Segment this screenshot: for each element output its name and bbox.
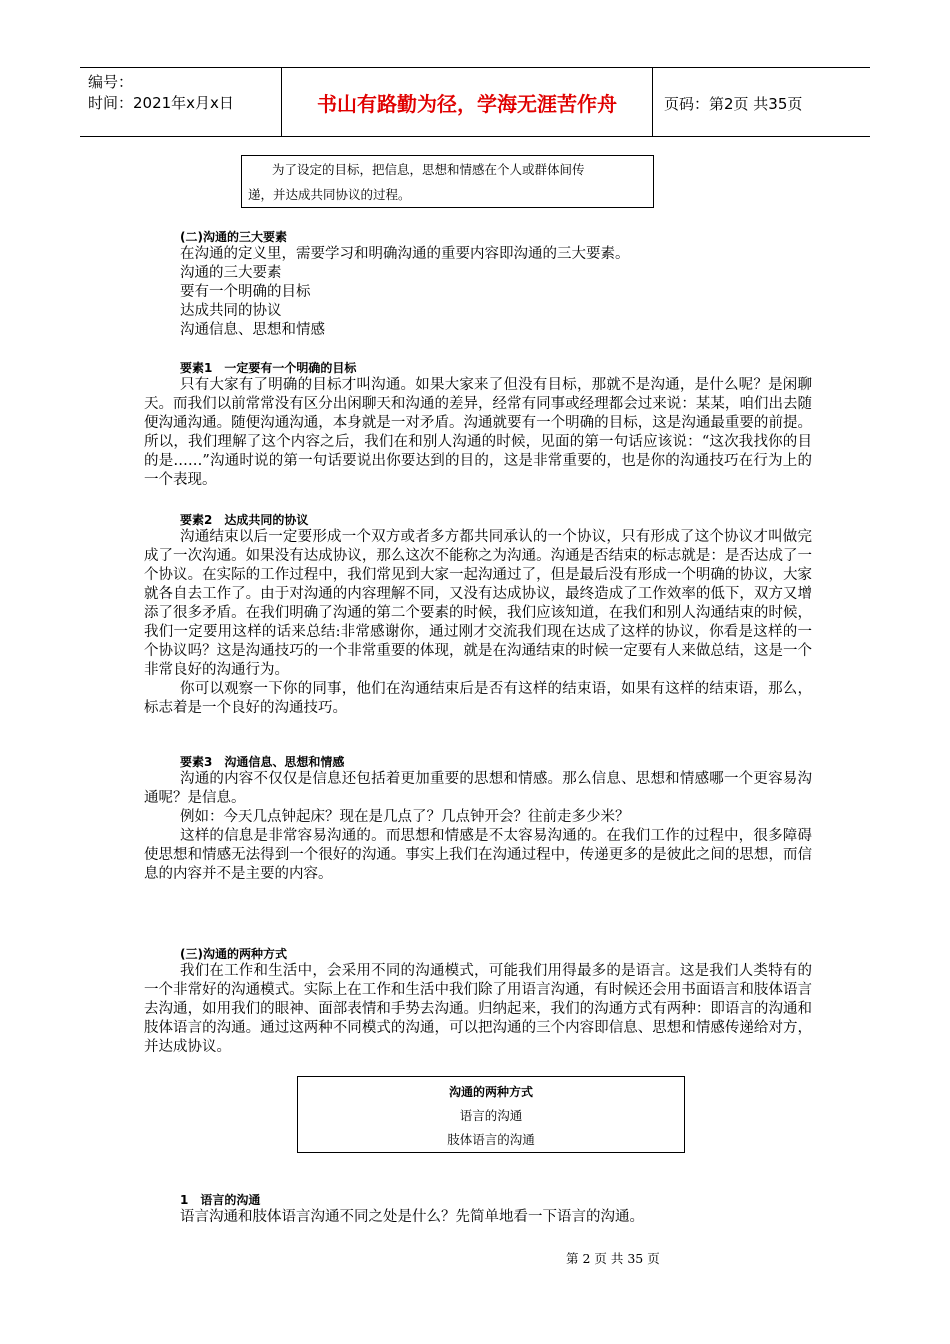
element-1	[144, 360, 812, 490]
element-3-text-2: 这样的信息是非常容易沟通的。而思想和情感是不太容易沟通的。在我们工作的过程中，很多障碍使思想和情感无法得到一个很好的沟通。事实上我们在沟通过程中，传递更多的是彼此之间的思想，而信息的内容并不是主要的内容。	[144, 828, 812, 882]
definition-line-1: 为了设定的目标，把信息，思想和情感在个人或群体间传	[272, 162, 585, 177]
element-3	[144, 754, 812, 884]
sub-section-1	[144, 1192, 812, 1227]
sub-section-1-text: 语言沟通和肢体语言沟通不同之处是什么？先简单地看一下语言的沟通。	[180, 1209, 644, 1225]
ways-box-title: 沟通的两种方式	[448, 1085, 533, 1099]
element-3-title: 要素3 沟通信息、思想和情感	[180, 755, 345, 769]
element-1-title: 要素1 一定要有一个明确的目标	[180, 361, 357, 375]
element-3-example: 例如：今天几点钟起床？现在是几点了？几点钟开会？往前走多少米？	[180, 809, 630, 825]
section-2	[144, 229, 812, 340]
ways-box	[297, 1076, 685, 1153]
section-3-title: (三)沟通的两种方式	[180, 947, 287, 961]
page-header	[80, 67, 870, 137]
section-2-title: (二)沟通的三大要素	[180, 230, 287, 244]
list-item: 沟通信息、思想和情感	[180, 322, 325, 338]
page-info: 页码：第2页 共35页	[664, 95, 803, 113]
time-label: 时间：2021年x月x日	[88, 94, 234, 112]
list-item: 要有一个明确的目标	[180, 284, 311, 300]
element-2	[144, 512, 812, 718]
element-2-text: 沟通结束以后一定要形成一个双方或者多方都共同承认的一个协议，只有形成了这个协议才叫做完成了一次沟通。如果没有达成协议，那么这次不能称之为沟通。沟通是否结束的标志就是：是否达成了一个协议。在实际的工作过程中，我们常见到大家一起沟通过了，但是最后没有形成一个明确的协议，大家就各自去工作了。由于对沟通的内容理解不同，又没有达成协议，最终造成了工作效率的低下，双方又增添了很多矛盾。在我们明确了沟通的第二个要素的时候，我们应该知道，在我们和别人沟通结束的时候，我们一定要用这样的话来总结:非常感谢你，通过刚才交流我们现在达成了这样的协议，你看是这样的一个协议吗？这是沟通技巧的一个非常重要的体现，就是在沟通结束的时候一定要有人来做总结，这是一个非常良好的沟通行为。	[144, 529, 812, 678]
definition-line-2: 递，并达成共同协议的过程。	[248, 187, 411, 202]
ways-box-item: 语言的沟通	[459, 1108, 523, 1123]
sub-section-1-title: 1 语言的沟通	[180, 1193, 261, 1207]
page-footer: 第 2 页 共 35 页	[566, 1251, 660, 1266]
definition-box	[241, 155, 654, 208]
section-3	[144, 946, 812, 1057]
element-2-title: 要素2 达成共同的协议	[180, 513, 309, 527]
element-2-text-2: 你可以观察一下你的同事，他们在沟通结束后是否有这样的结束语，如果有这样的结束语，那么，标志着是一个良好的沟通技巧。	[144, 681, 812, 716]
number-label: 编号：	[88, 73, 134, 91]
element-1-text: 只有大家有了明确的目标才叫沟通。如果大家来了但没有目标，那就不是沟通，是什么呢？是闲聊天。而我们以前常常没有区分出闲聊天和沟通的差异，经常有同事或经理都会过来说：某某，咱们出去随便沟通沟通。随便沟通沟通，本身就是一对矛盾。沟通就要有一个明确的目标，这是沟通最重要的前提。所以，我们理解了这个内容之后，我们在和别人沟通的时候，见面的第一句话应该说：“这次我找你的目的是……”沟通时说的第一句话要说出你要达到的目的，这是非常重要的，也是你的沟通技巧在行为上的一个表现。	[144, 377, 812, 488]
section-2-intro: 在沟通的定义里，需要学习和明确沟通的重要内容即沟通的三大要素。	[180, 246, 630, 262]
header-motto-cell	[281, 68, 653, 136]
list-item: 达成共同的协议	[180, 303, 282, 319]
motto: 书山有路勤为径，学海无涯苦作舟	[317, 91, 617, 116]
section-3-text: 我们在工作和生活中，会采用不同的沟通模式，可能我们用得最多的是语言。这是我们人类特有的一个非常好的沟通模式。实际上在工作和生活中我们除了用语言沟通，有时候还会用书面语言和肢体语言去沟通，如用我们的眼神、面部表情和手势去沟通。归纳起来，我们的沟通方式有两种：即语言的沟通和肢体语言的沟通。通过这两种不同模式的沟通，可以把沟通的三个内容即信息、思想和情感传递给对方，并达成协议。	[144, 963, 812, 1055]
ways-box-item: 肢体语言的沟通	[447, 1132, 535, 1147]
element-3-text: 沟通的内容不仅仅是信息还包括着更加重要的思想和情感。那么信息、思想和情感哪一个更容易沟通呢？是信息。	[144, 771, 812, 806]
list-item: 沟通的三大要素	[180, 265, 282, 281]
header-left	[88, 72, 234, 114]
